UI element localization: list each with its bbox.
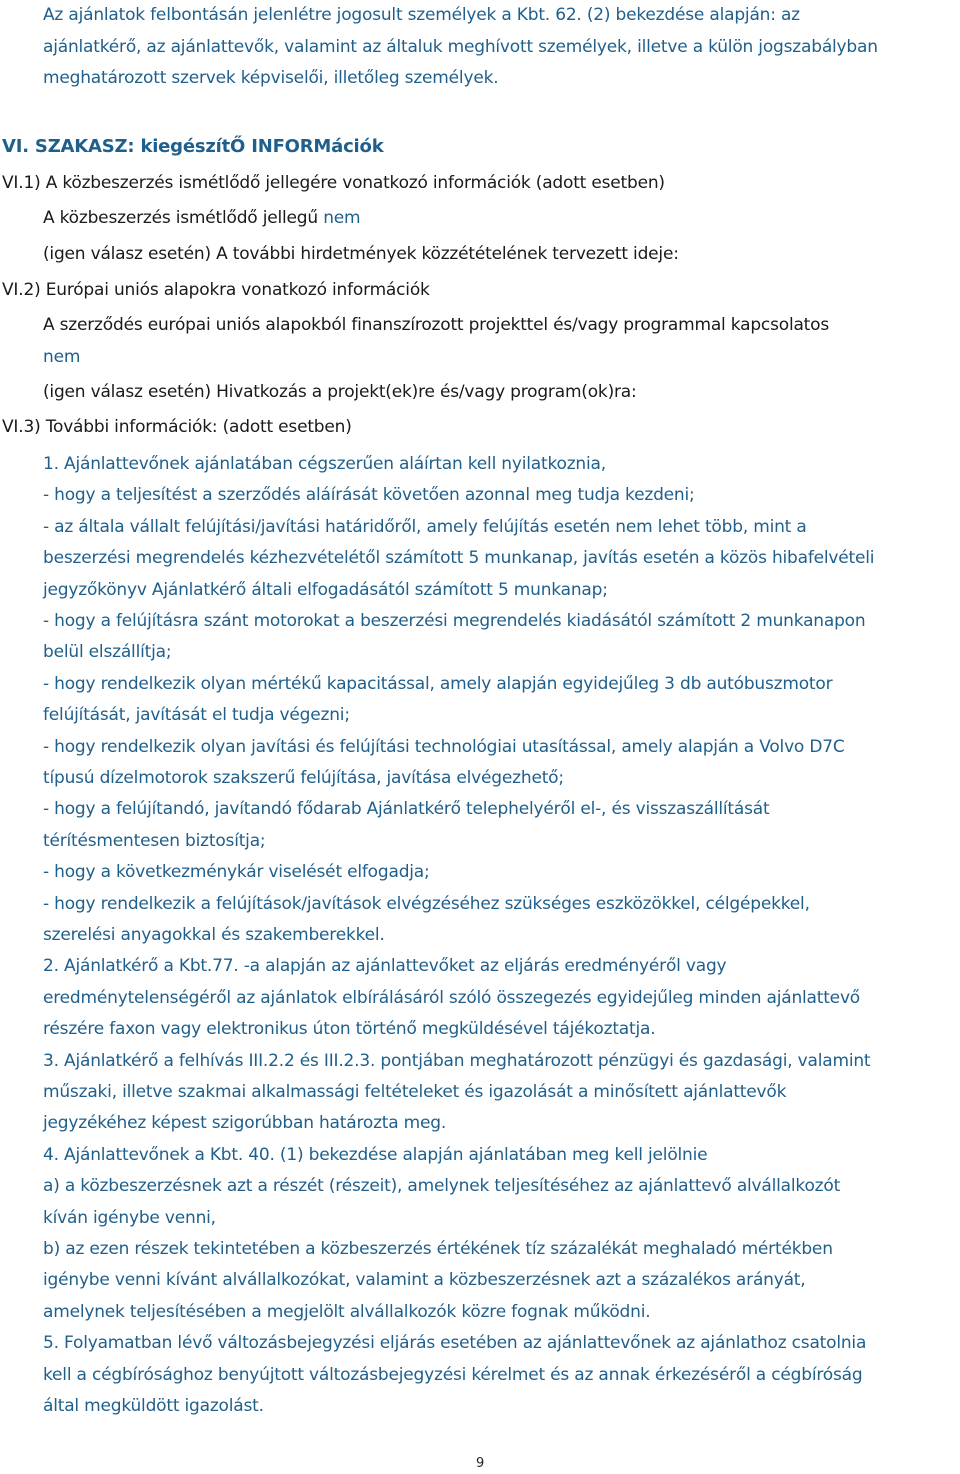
vi2-value: nem <box>43 347 81 367</box>
vi3-line: - hogy rendelkezik olyan javítási és felújítási technológiai utasítással, amely alapján a Volvo D7C <box>43 737 845 757</box>
vi3-line: - hogy rendelkezik olyan mértékű kapacitással, amely alapján egyidejűleg 3 db autóbuszmotor <box>43 674 833 694</box>
vi1-value: nem <box>323 208 361 228</box>
vi1-field <box>43 207 360 229</box>
vi3-line: - hogy rendelkezik a felújítások/javítások elvégzéséhez szükséges eszközökkel, célgépekkel, <box>43 894 810 914</box>
vi3-line: - hogy a következménykár viselését elfogadja; <box>43 862 430 882</box>
vi3-line: felújítását, javítását el tudja végezni; <box>43 705 350 725</box>
vi3-line: 4. Ajánlattevőnek a Kbt. 40. (1) bekezdése alapján ajánlatában meg kell jelölnie <box>43 1145 708 1165</box>
vi1-heading: VI.1) A közbeszerzés ismétlődő jellegére vonatkozó információk (adott esetben) <box>2 173 665 193</box>
intro-line: ajánlatkérő, az ajánlattevők, valamint az általuk meghívott személyek, illetve a külön jogszabályban <box>43 37 878 57</box>
vi3-line: - hogy a felújítandó, javítandó fődarab Ajánlatkérő telephelyéről el-, és visszaszállítását <box>43 799 770 819</box>
vi3-line: eredménytelenségéről az ajánlatok elbírálásáról szóló összegezés egyidejűleg minden ajánlattevő <box>43 988 861 1008</box>
page-number: 9 <box>475 1456 485 1471</box>
vi2-heading: VI.2) Európai uniós alapokra vonatkozó információk <box>2 280 430 300</box>
vi3-line: igénybe venni kívánt alvállalkozókat, valamint a közbeszerzésnek azt a százalékos arányát, <box>43 1270 806 1290</box>
section-title: VI. SZAKASZ: kiegészítŐ INFORMációk <box>2 136 384 157</box>
vi3-line: - hogy a felújításra szánt motorokat a beszerzési megrendelés kiadásától számított 2 munkanapon <box>43 611 866 631</box>
vi3-line: belül elszállítja; <box>43 642 172 662</box>
vi2-label: A szerződés európai uniós alapokból finanszírozott projekttel és/vagy programmal kapcsolatos <box>43 315 830 335</box>
vi3-line: amelynek teljesítésében a megjelölt alvállalkozók közre fognak működni. <box>43 1302 651 1322</box>
vi3-line: 1. Ajánlattevőnek ajánlatában cégszerűen aláírtan kell nyilatkoznia, <box>43 454 606 474</box>
vi3-line: jegyzőkönyv Ajánlatkérő általi elfogadásától számított 5 munkanap; <box>43 580 608 600</box>
vi3-line: - hogy a teljesítést a szerződés aláírását követően azonnal meg tudja kezdeni; <box>43 485 695 505</box>
vi3-line: műszaki, illetve szakmai alkalmassági feltételeket és igazolását a minősített ajánlattevők <box>43 1082 787 1102</box>
vi3-line: beszerzési megrendelés kézhezvételétől számított 5 munkanap, javítás esetén a közös hibafelvételi <box>43 548 875 568</box>
vi3-line: 3. Ajánlatkérő a felhívás III.2.2 és III.2.3. pontjában meghatározott pénzügyi és gazdasági, valamint <box>43 1051 871 1071</box>
vi3-line: - az általa vállalt felújítási/javítási határidőről, amely felújítás esetén nem lehet több, mint a <box>43 517 807 537</box>
vi3-line: részére faxon vagy elektronikus úton történő megküldésével tájékoztatja. <box>43 1019 656 1039</box>
vi3-line: típusú dízelmotorok szakszerű felújítása, javítása elvégezhető; <box>43 768 564 788</box>
vi3-line: térítésmentesen biztosítja; <box>43 831 266 851</box>
vi3-line: szerelési anyagokkal és szakemberekkel. <box>43 925 385 945</box>
vi1-label: A közbeszerzés ismétlődő jellegű <box>43 208 318 228</box>
vi3-line: 5. Folyamatban lévő változásbejegyzési eljárás esetében az ajánlattevőnek az ajánlathoz csatolnia <box>43 1333 867 1353</box>
vi3-line: a) a közbeszerzésnek azt a részét (részeit), amelynek teljesítéséhez az ajánlattevő alvállalkozót <box>43 1176 841 1196</box>
vi3-line: 2. Ajánlatkérő a Kbt.77. -a alapján az ajánlattevőket az eljárás eredményéről vagy <box>43 956 727 976</box>
vi3-heading: VI.3) További információk: (adott esetben) <box>2 417 352 437</box>
vi3-line: kell a cégbírósághoz benyújtott változásbejegyzési kérelmet és az annak érkezéséről a cégbíróság <box>43 1365 863 1385</box>
intro-line: Az ajánlatok felbontásán jelenlétre jogosult személyek a Kbt. 62. (2) bekezdése alapján: az <box>43 5 800 25</box>
vi3-line: jegyzékéhez képest szigorúbban határozta meg. <box>43 1113 447 1133</box>
vi1-followup: (igen válasz esetén) A további hirdetmények közzétételének tervezett ideje: <box>43 244 679 264</box>
vi3-line: kíván igénybe venni, <box>43 1208 216 1228</box>
vi3-line: b) az ezen részek tekintetében a közbeszerzés értékének tíz százalékát meghaladó mértékben <box>43 1239 833 1259</box>
vi3-line: által megküldött igazolást. <box>43 1396 264 1416</box>
intro-line: meghatározott szervek képviselői, illetőleg személyek. <box>43 68 499 88</box>
vi2-followup: (igen válasz esetén) Hivatkozás a projekt(ek)re és/vagy program(ok)ra: <box>43 382 637 402</box>
